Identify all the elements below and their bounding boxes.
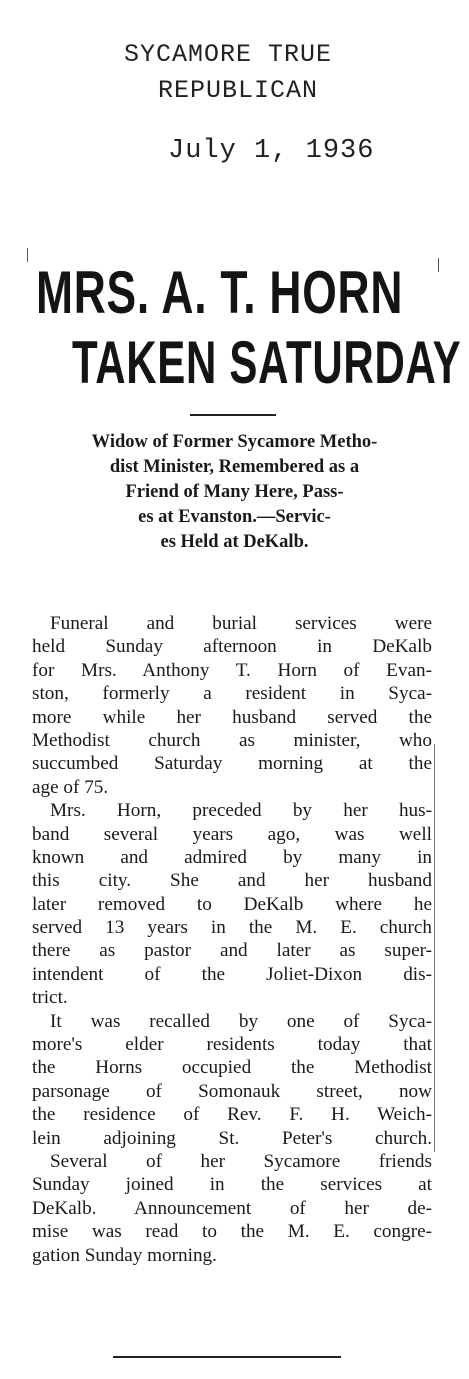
article-line: for Mrs. Anthony T. Horn of Evan- — [32, 659, 432, 681]
article-line: ston, formerly a resident in Syca- — [32, 683, 432, 705]
article-line: there as pastor and later as super- — [32, 940, 432, 962]
article-line: intendent of the Joliet-Dixon dis- — [32, 963, 432, 985]
publication-date: July 1, 1936 — [168, 136, 375, 166]
subheadline-line: es Held at DeKalb. — [160, 532, 309, 552]
article-line: It was recalled by one of Syca- — [50, 1010, 432, 1032]
article-line: the Horns occupied the Methodist — [32, 1057, 432, 1079]
article-line: DeKalb. Announcement of her de- — [32, 1197, 432, 1219]
newspaper-name-line-2: REPUBLICAN — [158, 76, 319, 105]
article-line: served 13 years in the M. E. church — [32, 917, 432, 939]
article-body — [32, 612, 432, 1267]
article-line: succumbed Saturday morning at the — [32, 753, 432, 775]
article-line: trict. — [32, 987, 68, 1009]
article-line: the residence of Rev. F. H. Weich- — [32, 1104, 432, 1126]
column-edge-line — [434, 744, 435, 1152]
article-line: known and admired by many in — [32, 846, 432, 868]
article-line: lein adjoining St. Peter's church. — [32, 1127, 432, 1149]
article-line: Mrs. Horn, preceded by her hus- — [50, 800, 432, 822]
article-line: this city. She and her husband — [32, 870, 432, 892]
article-line: more's elder residents today that — [32, 1034, 432, 1056]
article-line: Funeral and burial services were — [50, 613, 432, 634]
article-line: later removed to DeKalb where he — [32, 893, 432, 915]
article-line: more while her husband served the — [32, 706, 432, 728]
article-line: held Sunday afternoon in DeKalb — [32, 636, 432, 658]
headline-divider — [190, 414, 276, 416]
subheadline-line: es at Evanston.—Servic- — [138, 507, 331, 527]
clipping-edge-mark-right — [438, 258, 439, 272]
article-end-divider — [113, 1356, 341, 1358]
article-line: Sunday joined in the services at — [32, 1174, 432, 1196]
headline-line-2: TAKEN SATURDAY — [72, 329, 462, 396]
subheadline-line: dist Minister, Remembered as a — [109, 457, 360, 477]
article-line: Methodist church as minister, who — [32, 729, 432, 751]
subheadline — [20, 430, 449, 555]
article-line: parsonage of Somonauk street, now — [32, 1080, 432, 1102]
headline-line-1: MRS. A. T. HORN — [36, 259, 404, 326]
article-line: mise was read to the M. E. congre- — [32, 1221, 432, 1243]
article-line: age of 75. — [32, 776, 109, 798]
newspaper-name-line-1: SYCAMORE TRUE — [124, 40, 333, 69]
subheadline-line: Widow of Former Sycamore Metho- — [91, 432, 378, 452]
article-line: Several of her Sycamore friends — [50, 1150, 432, 1172]
subheadline-line: Friend of Many Here, Pass- — [125, 482, 344, 502]
article-line: gation Sunday morning. — [32, 1244, 217, 1266]
article-line: band several years ago, was well — [32, 823, 432, 845]
clipping-edge-mark-left — [27, 248, 28, 262]
